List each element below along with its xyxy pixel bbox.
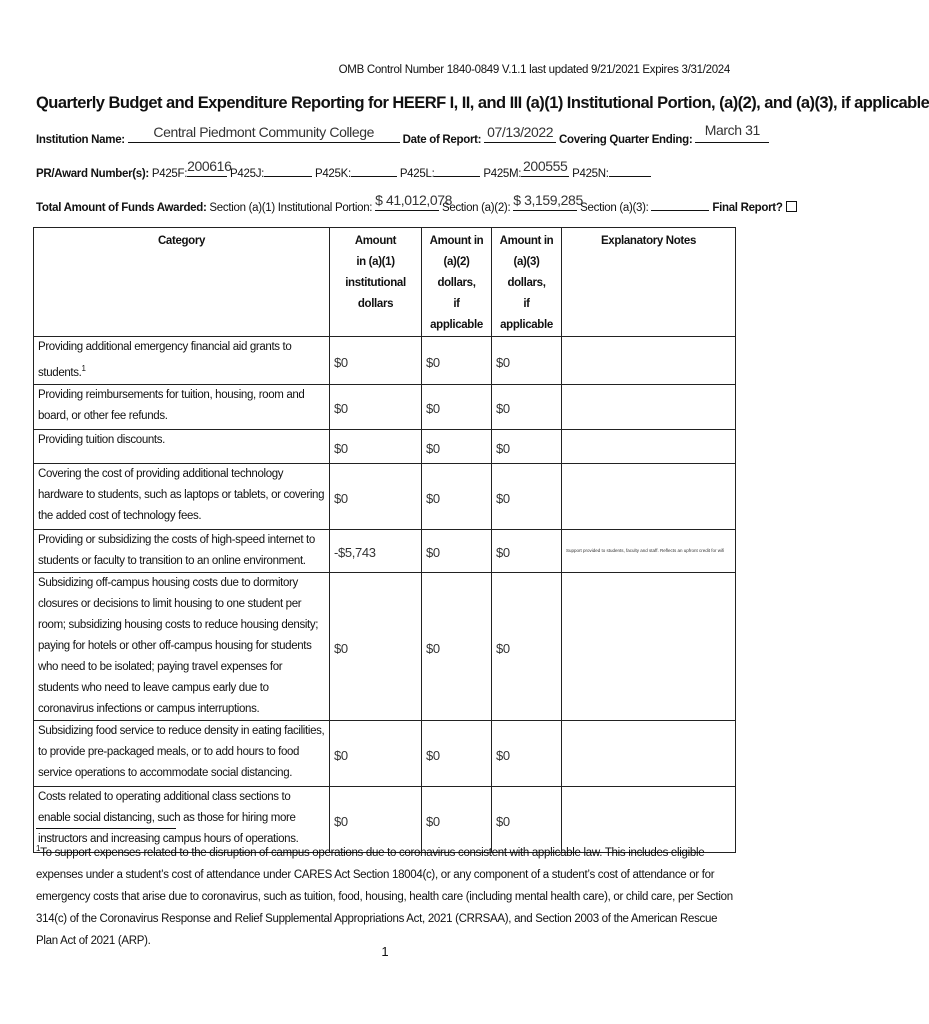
header-a3-line1: Amount in (499, 235, 554, 247)
header-a1-line2: in (a)(1) (356, 256, 395, 268)
category-cell: Costs related to operating additional class sections to enable social distancing, such as those for hiring more instructors and increasing campus hours of operations. (34, 786, 330, 852)
quarter-label: Covering Quarter Ending: (559, 134, 693, 146)
table-row (34, 720, 736, 786)
a2-amount[interactable]: $0 (422, 786, 492, 852)
p425m-field[interactable] (521, 158, 569, 177)
explanatory-note[interactable] (562, 720, 736, 786)
a3-amount[interactable]: $0 (492, 429, 562, 463)
date-field[interactable] (484, 124, 556, 143)
a2-amount[interactable]: $0 (422, 337, 492, 385)
header-a1 (330, 228, 422, 337)
table-row (34, 572, 736, 720)
p425m-label: P425M: (483, 168, 522, 180)
p425f-value: 200616 (187, 158, 232, 174)
institution-label: Institution Name: (36, 134, 125, 146)
section-a3-field[interactable] (651, 200, 709, 211)
page-number: 1 (381, 944, 389, 959)
p425k-field[interactable] (351, 166, 397, 177)
a2-amount[interactable]: $0 (422, 529, 492, 572)
section-a1-label: Section (a)(1) Institutional Portion: (209, 202, 373, 214)
header-a2-line1: Amount in (429, 235, 484, 247)
table-row (34, 384, 736, 429)
footnote-rule (36, 828, 176, 829)
a2-amount[interactable]: $0 (422, 463, 492, 529)
a3-amount[interactable]: $0 (492, 720, 562, 786)
header-a2 (422, 228, 492, 337)
p425j-label: P425J: (230, 168, 265, 180)
a1-amount[interactable]: $0 (330, 429, 422, 463)
footnote (36, 838, 738, 952)
p425n-field[interactable] (609, 166, 651, 177)
explanatory-note[interactable] (562, 337, 736, 385)
page-title: Quarterly Budget and Expenditure Reporting for HEERF I, II, and III (a)(1) Institutional Portion, (a)(2), and (a)(3), if applicable (36, 94, 929, 112)
p425l-label: P425L: (399, 168, 435, 180)
award-line (36, 158, 651, 180)
category-cell: Providing tuition discounts. (34, 429, 330, 463)
a2-amount[interactable]: $0 (422, 720, 492, 786)
a3-amount[interactable]: $0 (492, 463, 562, 529)
section-a2-field[interactable] (513, 192, 583, 211)
p425j-field[interactable] (264, 166, 312, 177)
p425f-label: P425F: (151, 168, 188, 180)
category-text: Providing additional emergency financial aid grants to students. (38, 341, 292, 379)
a2-amount[interactable]: $0 (422, 384, 492, 429)
header-notes: Explanatory Notes (562, 228, 736, 337)
a1-amount[interactable]: $0 (330, 786, 422, 852)
final-report-checkbox[interactable] (786, 201, 797, 212)
date-value: 07/13/2022 (487, 124, 554, 140)
expenditure-table (33, 227, 736, 853)
total-funds-line (36, 192, 797, 214)
explanatory-note[interactable] (562, 463, 736, 529)
explanatory-note[interactable] (562, 384, 736, 429)
a3-amount[interactable]: $0 (492, 529, 562, 572)
institution-value: Central Piedmont Community College (153, 124, 375, 140)
a1-amount[interactable]: $0 (330, 720, 422, 786)
a1-amount[interactable]: $0 (330, 337, 422, 385)
p425m-value: 200555 (523, 158, 568, 174)
category-cell: Providing reimbursements for tuition, housing, room and board, or other fee refunds. (34, 384, 330, 429)
a1-amount[interactable]: -$5,743 (330, 529, 422, 572)
a1-amount[interactable]: $0 (330, 572, 422, 720)
award-label: PR/Award Number(s): (36, 168, 149, 180)
table-row (34, 429, 736, 463)
section-a3-label: Section (a)(3): (580, 202, 649, 214)
a1-amount[interactable]: $0 (330, 463, 422, 529)
date-label: Date of Report: (402, 134, 482, 146)
a3-amount[interactable]: $0 (492, 337, 562, 385)
p425n-label: P425N: (572, 168, 609, 180)
a3-amount[interactable]: $0 (492, 786, 562, 852)
header-a3-line2: (a)(3) dollars, (507, 256, 546, 289)
quarter-value: March 31 (704, 122, 760, 138)
a1-amount[interactable]: $0 (330, 384, 422, 429)
category-cell: Subsidizing off-campus housing costs due to dormitory closures or decisions to limit housing to one student per room; subsidizing housing costs to reduce housing density; paying for hotels or other off-campus housing for students who need to be isolated; paying travel expenses for students who need to leave campus early due to coronavirus infections or campus interruptions. (34, 572, 330, 720)
section-a1-value: $ 41,012,078 (375, 192, 453, 208)
a2-amount[interactable]: $0 (422, 572, 492, 720)
section-a2-label: Section (a)(2): (442, 202, 511, 214)
omb-control-line: OMB Control Number 1840-0849 V.1.1 last updated 9/21/2021 Expires 3/31/2024 (338, 64, 730, 76)
header-a1-line1: Amount (354, 235, 397, 247)
final-report-label: Final Report? (712, 202, 783, 214)
header-a1-line3: institutional dollars (345, 277, 406, 310)
total-label: Total Amount of Funds Awarded: (36, 202, 207, 214)
header-category: Category (34, 228, 330, 337)
quarter-field[interactable] (695, 122, 769, 143)
p425l-field[interactable] (434, 166, 480, 177)
a3-amount[interactable]: $0 (492, 572, 562, 720)
institution-field[interactable] (128, 124, 400, 143)
header-a2-line2: (a)(2) dollars, (437, 256, 476, 289)
header-a3 (492, 228, 562, 337)
table-header-row (34, 228, 736, 337)
footnote-ref: 1 (81, 364, 86, 373)
footnote-marker: 1 (36, 844, 41, 853)
category-cell: Covering the cost of providing additional technology hardware to students, such as laptops or tablets, or covering the added cost of technology fees. (34, 463, 330, 529)
table-row (34, 529, 736, 572)
header-a3-line3: if applicable (500, 298, 553, 331)
section-a2-value: $ 3,159,285 (513, 192, 583, 208)
a3-amount[interactable]: $0 (492, 384, 562, 429)
institution-line (36, 122, 769, 146)
section-a1-field[interactable] (375, 192, 453, 211)
table-row (34, 337, 736, 385)
category-cell: Subsidizing food service to reduce density in eating facilities, to provide pre-packaged meals, or to add hours to food service operations to accommodate social distancing. (34, 720, 330, 786)
explanatory-note[interactable]: Support provided to students, faculty and staff. Reflects an upfront credit for wifi (562, 529, 736, 572)
p425f-field[interactable] (187, 158, 232, 177)
a2-amount[interactable]: $0 (422, 429, 492, 463)
category-cell (34, 337, 330, 385)
table-row (34, 463, 736, 529)
category-cell: Providing or subsidizing the costs of high-speed internet to students or faculty to transition to an online environment. (34, 529, 330, 572)
explanatory-note[interactable] (562, 429, 736, 463)
p425k-label: P425K: (314, 168, 351, 180)
explanatory-note[interactable] (562, 572, 736, 720)
header-a2-line3: if applicable (430, 298, 483, 331)
footnote-text: To support expenses related to the disruption of campus operations due to coronavirus consistent with applicable law. This includes eligible expenses under a student’s cost of attendance under CARES Act Section 18004(c), or any component of a student’s cost of attendance or for emergency costs that arise due to coronavirus, such as tuition, food, housing, health care (including mental health care), or child care, per Section 314(c) of the Coronavirus Response and Relief Supplemental Appropriations Act, 2021 (CRRSAA), and Section 2003 of the American Rescue Plan Act of 2021 (ARP). (36, 846, 733, 947)
